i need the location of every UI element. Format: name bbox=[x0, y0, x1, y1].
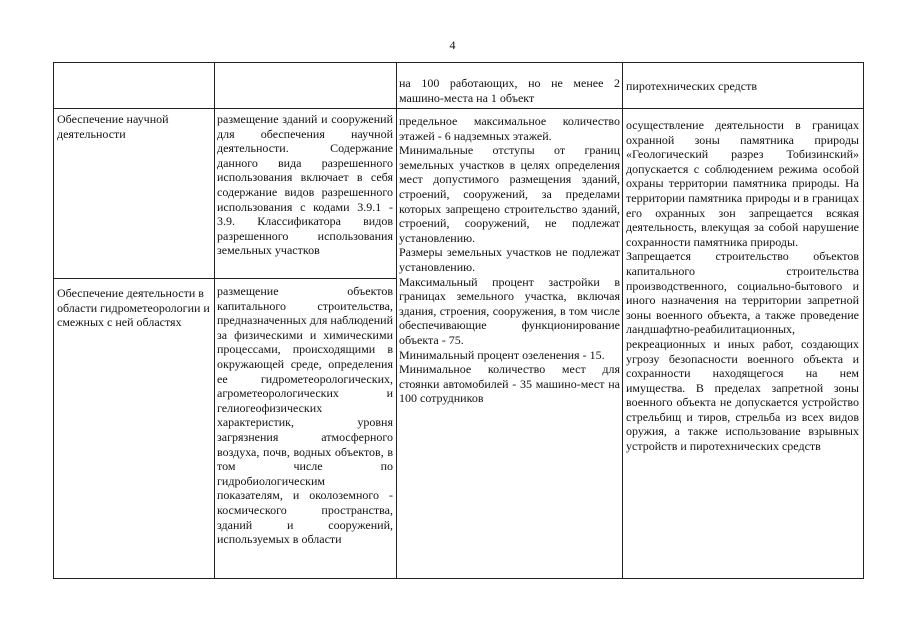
row-divider-top bbox=[53, 108, 864, 109]
zoning-table bbox=[53, 62, 864, 579]
parameters-cell bbox=[399, 114, 620, 576]
use-name-hydrometeorology: Обеспечение деятельности в области гидрометеорологии и смежных с ней областях bbox=[57, 286, 210, 330]
parameter-parking: Минимальное количество мест для стоянки автомобилей - 35 машино-мест на 100 сотрудников bbox=[399, 362, 620, 406]
column-divider-2 bbox=[396, 62, 397, 579]
top-row-parameters: на 100 работающих, но не менее 2 машино-места на 1 объект bbox=[399, 76, 620, 105]
top-row-restrictions: пиротехнических средств bbox=[626, 79, 758, 93]
table-border-left bbox=[53, 62, 54, 579]
description-scientific: размещение зданий и сооружений для обеспечения научной деятельности. Содержание данного вида разрешенного использования включает в себя содержание видов разрешенного использования с кодами 3.9.1 - 3.9. Классификатора видов разрешенного использования земельных участков bbox=[217, 112, 393, 258]
parameter-setbacks: Минимальные отступы от границ земельных участков в целях определения мест допустимого размещения зданий, строений, сооружений, за пределами которых запрещено строительство зданий, строений, сооружений, не подлежат установлению. bbox=[399, 143, 620, 245]
table-border-right bbox=[863, 62, 864, 579]
row-divider-middle bbox=[53, 278, 397, 279]
restriction-nature-monument: осуществление деятельности в границах охранной зоны памятника природы «Геологический разрез Тобизинский» допускается с соблюдением режима особой охраны территории памятника природы. На территории памятника природы и в границах его охранных зон запрещается всякая деятельность, влекущая за собой нарушение сохранности памятника природы. bbox=[626, 118, 859, 249]
table-border-top bbox=[53, 62, 864, 63]
restriction-military-zone: Запрещается строительство объектов капитального строительства производственного, социально-бытового и иного назначения на территории запретной зоны военного объекта, а также проведение ландшафтно-реабилитационных, рекреационных и иных работ, создающих угрозу безопасности военного объекта и сохранности находящегося на нем имущества. В пределах запретной зоны военного объекта не допускается устройство стрельбищ и тиров, стрельба из всех видов оружия, а также использование взрывных устройств и пиротехнических средств bbox=[626, 249, 859, 454]
use-name-scientific: Обеспечение научной деятельности bbox=[57, 112, 169, 141]
restrictions-cell bbox=[626, 118, 859, 576]
page-number: 4 bbox=[449, 38, 456, 52]
column-divider-1 bbox=[214, 62, 215, 579]
parameter-max-coverage: Максимальный процент застройки в границах земельного участка, включая здания, строения, сооружения, в том числе обеспечивающие функционирование объекта - 75. bbox=[399, 274, 620, 347]
table-border-bottom bbox=[53, 578, 864, 579]
description-hydrometeorology: размещение объектов капитального строительства, предназначенных для наблюдений за физическими и химическими процессами, происходящими в окружающей среде, определения ее гидрометеорологических, агрометеорологических и гелиогеофизических характеристик, уровня загрязнения атмосферного воздуха, почв, водных объектов, в том числе по гидробиологическим показателям, и околоземного - космического пространства, зданий и сооружений, используемых в области bbox=[217, 284, 393, 547]
parameter-min-greenery: Минимальный процент озеленения - 15. bbox=[399, 347, 605, 362]
parameter-plot-size: Размеры земельных участков не подлежат установлению. bbox=[399, 245, 620, 274]
column-divider-3 bbox=[622, 62, 623, 579]
parameter-max-floors: предельное максимальное количество этажей - 6 надземных этажей. bbox=[399, 114, 620, 143]
